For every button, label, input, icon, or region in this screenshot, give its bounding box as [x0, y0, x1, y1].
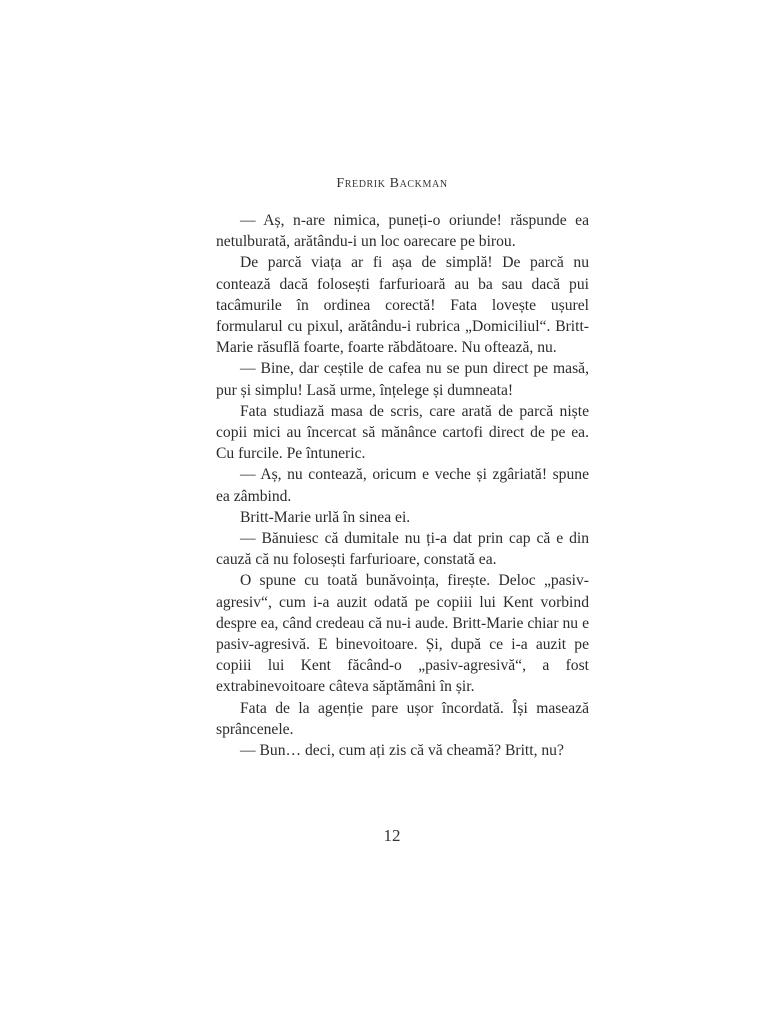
- body-text: [216, 210, 589, 761]
- paragraph: — Aș, nu contează, oricum e veche și zgâriată! spune ea zâmbind.: [216, 466, 589, 505]
- paragraph: Fata studiază masa de scris, care arată de parcă niște copii mici au încercat să mănânce cartofi direct de pe ea. Cu furcile. Pe întuneric.: [216, 402, 589, 463]
- running-head: Fredrik Backman: [336, 176, 448, 191]
- paragraph: — Bine, dar ceștile de cafea nu se pun direct pe masă, pur și simplu! Lasă urme, înțelege și dumneata!: [216, 360, 589, 399]
- paragraph: — Aș, n-are nimica, puneți-o oriunde! răspunde ea netulburată, arătându-i un loc oarecare pe birou.: [216, 212, 589, 251]
- paragraph: Britt-Marie urlă în sinea ei.: [240, 508, 411, 526]
- paragraph: O spune cu toată bunăvoința, firește. Deloc „pasiv-agresiv“, cum i-a auzit odată pe copiii lui Kent vorbind despre ea, când credeau că nu-i aude. Britt-Marie chiar nu e pasiv-agresivă. E binevoitoare. Și, după ce i-a auzit pe copiii lui Kent făcând-o „pasiv-agresivă“, a fost extrabinevoitoare câteva săptămâni în șir.: [216, 572, 589, 696]
- page-number: 12: [383, 826, 401, 845]
- paragraph: De parcă viața ar fi așa de simplă! De parcă nu contează dacă folosești farfurioară au ba sau dacă pui tacâmurile în ordinea corectă! Fata lovește ușurel formularul cu pixul, arătându-i rubrica „Domiciliul“. Britt-Marie răsuflă foarte, foarte răbdătoare. Nu oftează, nu.: [216, 254, 589, 357]
- paragraph: — Bănuiesc că dumitale nu ți-a dat prin cap că e din cauză că nu folosești farfurioare, constată ea.: [216, 530, 589, 569]
- paragraph: — Bun… deci, cum ați zis că vă cheamă? Britt, nu?: [240, 742, 564, 760]
- paragraph: Fata de la agenție pare ușor încordată. Își masează sprâncenele.: [216, 699, 589, 738]
